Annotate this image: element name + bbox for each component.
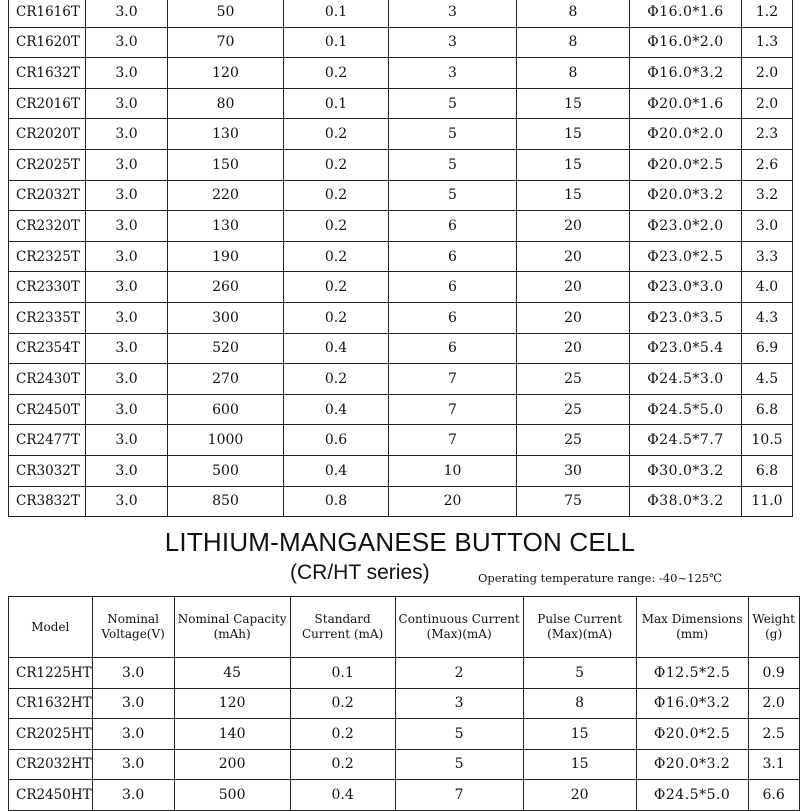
table-row <box>9 425 793 456</box>
cell-nominal-voltage: 3.0 <box>92 780 174 811</box>
cell-pulse-current: 8 <box>517 0 630 27</box>
cell-nominal-voltage: 3.0 <box>86 455 168 486</box>
cell-model: CR2016T <box>9 88 86 119</box>
cell-nominal-capacity: 200 <box>174 749 290 780</box>
cell-continuous-current: 5 <box>395 719 523 750</box>
cell-model: CR2025HT <box>9 719 93 750</box>
table-row <box>9 180 793 211</box>
cell-standard-current: 0.1 <box>290 658 395 689</box>
cell-max-dimensions: Φ38.0*3.2 <box>630 486 742 517</box>
cell-weight: 3.1 <box>748 749 799 780</box>
table-row <box>9 486 793 517</box>
table-row <box>9 749 800 780</box>
cell-pulse-current: 25 <box>517 364 630 395</box>
cell-standard-current: 0.1 <box>284 27 389 58</box>
cell-continuous-current: 3 <box>389 0 517 27</box>
spec-table-t-series <box>8 0 793 517</box>
cell-standard-current: 0.2 <box>284 149 389 180</box>
cell-model: CR3032T <box>9 455 86 486</box>
cell-continuous-current: 6 <box>389 241 517 272</box>
cell-nominal-capacity: 120 <box>174 688 290 719</box>
table-row <box>9 688 800 719</box>
cell-nominal-capacity: 50 <box>168 0 284 27</box>
cell-nominal-capacity: 520 <box>168 333 284 364</box>
cell-nominal-voltage: 3.0 <box>86 302 168 333</box>
cell-weight: 6.8 <box>742 394 793 425</box>
header-nominal-voltage: Nominal Voltage(V) <box>92 597 174 658</box>
cell-continuous-current: 6 <box>389 333 517 364</box>
cell-weight: 2.3 <box>742 119 793 150</box>
cell-nominal-capacity: 130 <box>168 211 284 242</box>
cell-standard-current: 0.6 <box>284 425 389 456</box>
cell-continuous-current: 7 <box>389 394 517 425</box>
cell-continuous-current: 6 <box>389 272 517 303</box>
cell-max-dimensions: Φ20.0*2.0 <box>630 119 742 150</box>
cell-weight: 2.5 <box>748 719 799 750</box>
cell-model: CR2032HT <box>9 749 93 780</box>
section-subtitle: (CR/HT series) <box>290 561 430 584</box>
cell-continuous-current: 5 <box>389 119 517 150</box>
cell-weight: 10.5 <box>742 425 793 456</box>
cell-max-dimensions: Φ23.0*2.5 <box>630 241 742 272</box>
cell-model: CR2325T <box>9 241 86 272</box>
cell-model: CR3832T <box>9 486 86 517</box>
cell-max-dimensions: Φ20.0*3.2 <box>636 749 748 780</box>
cell-nominal-capacity: 500 <box>168 455 284 486</box>
cell-nominal-capacity: 80 <box>168 88 284 119</box>
cell-standard-current: 0.8 <box>284 486 389 517</box>
cell-weight: 6.8 <box>742 455 793 486</box>
cell-weight: 0.9 <box>748 658 799 689</box>
cell-nominal-voltage: 3.0 <box>86 241 168 272</box>
table-row <box>9 27 793 58</box>
cell-model: CR2354T <box>9 333 86 364</box>
table-row <box>9 0 793 27</box>
table-row <box>9 780 800 811</box>
cell-nominal-voltage: 3.0 <box>86 119 168 150</box>
table-row <box>9 149 793 180</box>
cell-standard-current: 0.2 <box>284 272 389 303</box>
cell-model: CR2020T <box>9 119 86 150</box>
cell-max-dimensions: Φ24.5*7.7 <box>630 425 742 456</box>
header-model: Model <box>9 597 93 658</box>
cell-standard-current: 0.2 <box>290 749 395 780</box>
cell-weight: 2.0 <box>742 88 793 119</box>
cell-weight: 1.2 <box>742 0 793 27</box>
cell-weight: 4.0 <box>742 272 793 303</box>
cell-standard-current: 0.4 <box>284 333 389 364</box>
cell-max-dimensions: Φ20.0*2.5 <box>630 149 742 180</box>
header-weight: Weight (g) <box>748 597 799 658</box>
table-header-row <box>9 597 800 658</box>
cell-nominal-voltage: 3.0 <box>92 719 174 750</box>
cell-continuous-current: 20 <box>389 486 517 517</box>
table-row <box>9 455 793 486</box>
cell-pulse-current: 25 <box>517 425 630 456</box>
cell-nominal-capacity: 45 <box>174 658 290 689</box>
cell-model: CR1225HT <box>9 658 93 689</box>
table-row <box>9 302 793 333</box>
cell-nominal-voltage: 3.0 <box>86 58 168 89</box>
cell-standard-current: 0.1 <box>284 0 389 27</box>
operating-temperature-note: Operating temperature range: -40~125℃ <box>478 571 722 585</box>
cell-nominal-capacity: 140 <box>174 719 290 750</box>
table-row <box>9 211 793 242</box>
cell-nominal-voltage: 3.0 <box>92 688 174 719</box>
cell-max-dimensions: Φ23.0*3.0 <box>630 272 742 303</box>
cell-pulse-current: 15 <box>517 149 630 180</box>
cell-pulse-current: 15 <box>517 180 630 211</box>
cell-max-dimensions: Φ16.0*3.2 <box>630 58 742 89</box>
table-row <box>9 719 800 750</box>
cell-continuous-current: 6 <box>389 302 517 333</box>
cell-model: CR2025T <box>9 149 86 180</box>
cell-pulse-current: 8 <box>517 27 630 58</box>
cell-pulse-current: 15 <box>523 719 636 750</box>
table-row <box>9 119 793 150</box>
cell-standard-current: 0.4 <box>284 394 389 425</box>
cell-nominal-capacity: 270 <box>168 364 284 395</box>
cell-max-dimensions: Φ23.0*5.4 <box>630 333 742 364</box>
table-row <box>9 658 800 689</box>
cell-model: CR1632T <box>9 58 86 89</box>
cell-nominal-capacity: 150 <box>168 149 284 180</box>
cell-model: CR2032T <box>9 180 86 211</box>
cell-weight: 2.0 <box>742 58 793 89</box>
cell-model: CR2450T <box>9 394 86 425</box>
cell-model: CR2450HT <box>9 780 93 811</box>
cell-continuous-current: 5 <box>389 88 517 119</box>
cell-nominal-voltage: 3.0 <box>86 27 168 58</box>
cell-nominal-voltage: 3.0 <box>86 394 168 425</box>
cell-standard-current: 0.2 <box>284 180 389 211</box>
cell-nominal-capacity: 850 <box>168 486 284 517</box>
cell-standard-current: 0.2 <box>284 58 389 89</box>
cell-model: CR1632HT <box>9 688 93 719</box>
cell-max-dimensions: Φ20.0*2.5 <box>636 719 748 750</box>
cell-standard-current: 0.2 <box>284 211 389 242</box>
cell-max-dimensions: Φ16.0*3.2 <box>636 688 748 719</box>
cell-continuous-current: 7 <box>389 425 517 456</box>
cell-max-dimensions: Φ24.5*5.0 <box>630 394 742 425</box>
cell-continuous-current: 2 <box>395 658 523 689</box>
cell-max-dimensions: Φ16.0*2.0 <box>630 27 742 58</box>
cell-nominal-capacity: 120 <box>168 58 284 89</box>
cell-pulse-current: 20 <box>517 302 630 333</box>
cell-nominal-voltage: 3.0 <box>86 333 168 364</box>
cell-standard-current: 0.2 <box>284 302 389 333</box>
cell-nominal-voltage: 3.0 <box>86 425 168 456</box>
header-pulse-current: Pulse Current (Max)(mA) <box>523 597 636 658</box>
cell-nominal-capacity: 70 <box>168 27 284 58</box>
cell-nominal-voltage: 3.0 <box>86 149 168 180</box>
header-nominal-capacity: Nominal Capacity (mAh) <box>174 597 290 658</box>
cell-max-dimensions: Φ12.5*2.5 <box>636 658 748 689</box>
cell-nominal-capacity: 1000 <box>168 425 284 456</box>
cell-standard-current: 0.2 <box>284 364 389 395</box>
cell-nominal-voltage: 3.0 <box>86 180 168 211</box>
cell-pulse-current: 20 <box>517 333 630 364</box>
header-continuous-current: Continuous Current (Max)(mA) <box>395 597 523 658</box>
cell-model: CR2477T <box>9 425 86 456</box>
cell-max-dimensions: Φ20.0*1.6 <box>630 88 742 119</box>
cell-weight: 4.5 <box>742 364 793 395</box>
cell-max-dimensions: Φ20.0*3.2 <box>630 180 742 211</box>
cell-pulse-current: 20 <box>517 272 630 303</box>
cell-nominal-capacity: 600 <box>168 394 284 425</box>
table-row <box>9 364 793 395</box>
cell-pulse-current: 20 <box>523 780 636 811</box>
cell-continuous-current: 6 <box>389 211 517 242</box>
cell-weight: 6.9 <box>742 333 793 364</box>
cell-nominal-voltage: 3.0 <box>86 88 168 119</box>
cell-weight: 1.3 <box>742 27 793 58</box>
cell-weight: 2.6 <box>742 149 793 180</box>
cell-standard-current: 0.1 <box>284 88 389 119</box>
cell-nominal-capacity: 300 <box>168 302 284 333</box>
table-row <box>9 333 793 364</box>
cell-nominal-voltage: 3.0 <box>86 0 168 27</box>
table-row <box>9 241 793 272</box>
cell-standard-current: 0.2 <box>284 119 389 150</box>
cell-weight: 6.6 <box>748 780 799 811</box>
cell-model: CR2430T <box>9 364 86 395</box>
cell-max-dimensions: Φ30.0*3.2 <box>630 455 742 486</box>
cell-nominal-voltage: 3.0 <box>86 486 168 517</box>
cell-standard-current: 0.4 <box>284 455 389 486</box>
table-row <box>9 58 793 89</box>
cell-standard-current: 0.2 <box>290 719 395 750</box>
cell-pulse-current: 20 <box>517 211 630 242</box>
cell-model: CR1616T <box>9 0 86 27</box>
cell-continuous-current: 3 <box>389 27 517 58</box>
cell-pulse-current: 5 <box>523 658 636 689</box>
section-title: LITHIUM-MANGANESE BUTTON CELL <box>164 527 636 557</box>
cell-weight: 3.2 <box>742 180 793 211</box>
cell-standard-current: 0.4 <box>290 780 395 811</box>
cell-pulse-current: 15 <box>523 749 636 780</box>
cell-continuous-current: 3 <box>389 58 517 89</box>
cell-max-dimensions: Φ16.0*1.6 <box>630 0 742 27</box>
cell-continuous-current: 3 <box>395 688 523 719</box>
cell-model: CR2320T <box>9 211 86 242</box>
cell-weight: 2.0 <box>748 688 799 719</box>
cell-nominal-capacity: 500 <box>174 780 290 811</box>
cell-pulse-current: 75 <box>517 486 630 517</box>
cell-nominal-capacity: 220 <box>168 180 284 211</box>
cell-nominal-capacity: 130 <box>168 119 284 150</box>
cell-max-dimensions: Φ23.0*3.5 <box>630 302 742 333</box>
cell-model: CR2330T <box>9 272 86 303</box>
table-row <box>9 88 793 119</box>
cell-weight: 3.0 <box>742 211 793 242</box>
cell-pulse-current: 25 <box>517 394 630 425</box>
cell-nominal-voltage: 3.0 <box>86 211 168 242</box>
cell-continuous-current: 10 <box>389 455 517 486</box>
cell-model: CR2335T <box>9 302 86 333</box>
cell-continuous-current: 5 <box>389 180 517 211</box>
cell-weight: 4.3 <box>742 302 793 333</box>
cell-nominal-voltage: 3.0 <box>86 364 168 395</box>
cell-model: CR1620T <box>9 27 86 58</box>
cell-pulse-current: 20 <box>517 241 630 272</box>
cell-nominal-capacity: 190 <box>168 241 284 272</box>
cell-nominal-voltage: 3.0 <box>92 749 174 780</box>
cell-continuous-current: 7 <box>389 364 517 395</box>
table-row <box>9 394 793 425</box>
cell-weight: 11.0 <box>742 486 793 517</box>
cell-continuous-current: 5 <box>389 149 517 180</box>
cell-pulse-current: 8 <box>523 688 636 719</box>
cell-pulse-current: 30 <box>517 455 630 486</box>
cell-pulse-current: 8 <box>517 58 630 89</box>
header-max-dimensions: Max Dimensions (mm) <box>636 597 748 658</box>
cell-pulse-current: 15 <box>517 119 630 150</box>
cell-nominal-voltage: 3.0 <box>92 658 174 689</box>
cell-nominal-capacity: 260 <box>168 272 284 303</box>
cell-pulse-current: 15 <box>517 88 630 119</box>
spec-table-ht-series <box>8 596 800 811</box>
cell-max-dimensions: Φ23.0*2.0 <box>630 211 742 242</box>
cell-continuous-current: 7 <box>395 780 523 811</box>
cell-weight: 3.3 <box>742 241 793 272</box>
cell-nominal-voltage: 3.0 <box>86 272 168 303</box>
cell-max-dimensions: Φ24.5*5.0 <box>636 780 748 811</box>
table-row <box>9 272 793 303</box>
header-standard-current: Standard Current (mA) <box>290 597 395 658</box>
cell-standard-current: 0.2 <box>284 241 389 272</box>
cell-continuous-current: 5 <box>395 749 523 780</box>
cell-max-dimensions: Φ24.5*3.0 <box>630 364 742 395</box>
cell-standard-current: 0.2 <box>290 688 395 719</box>
